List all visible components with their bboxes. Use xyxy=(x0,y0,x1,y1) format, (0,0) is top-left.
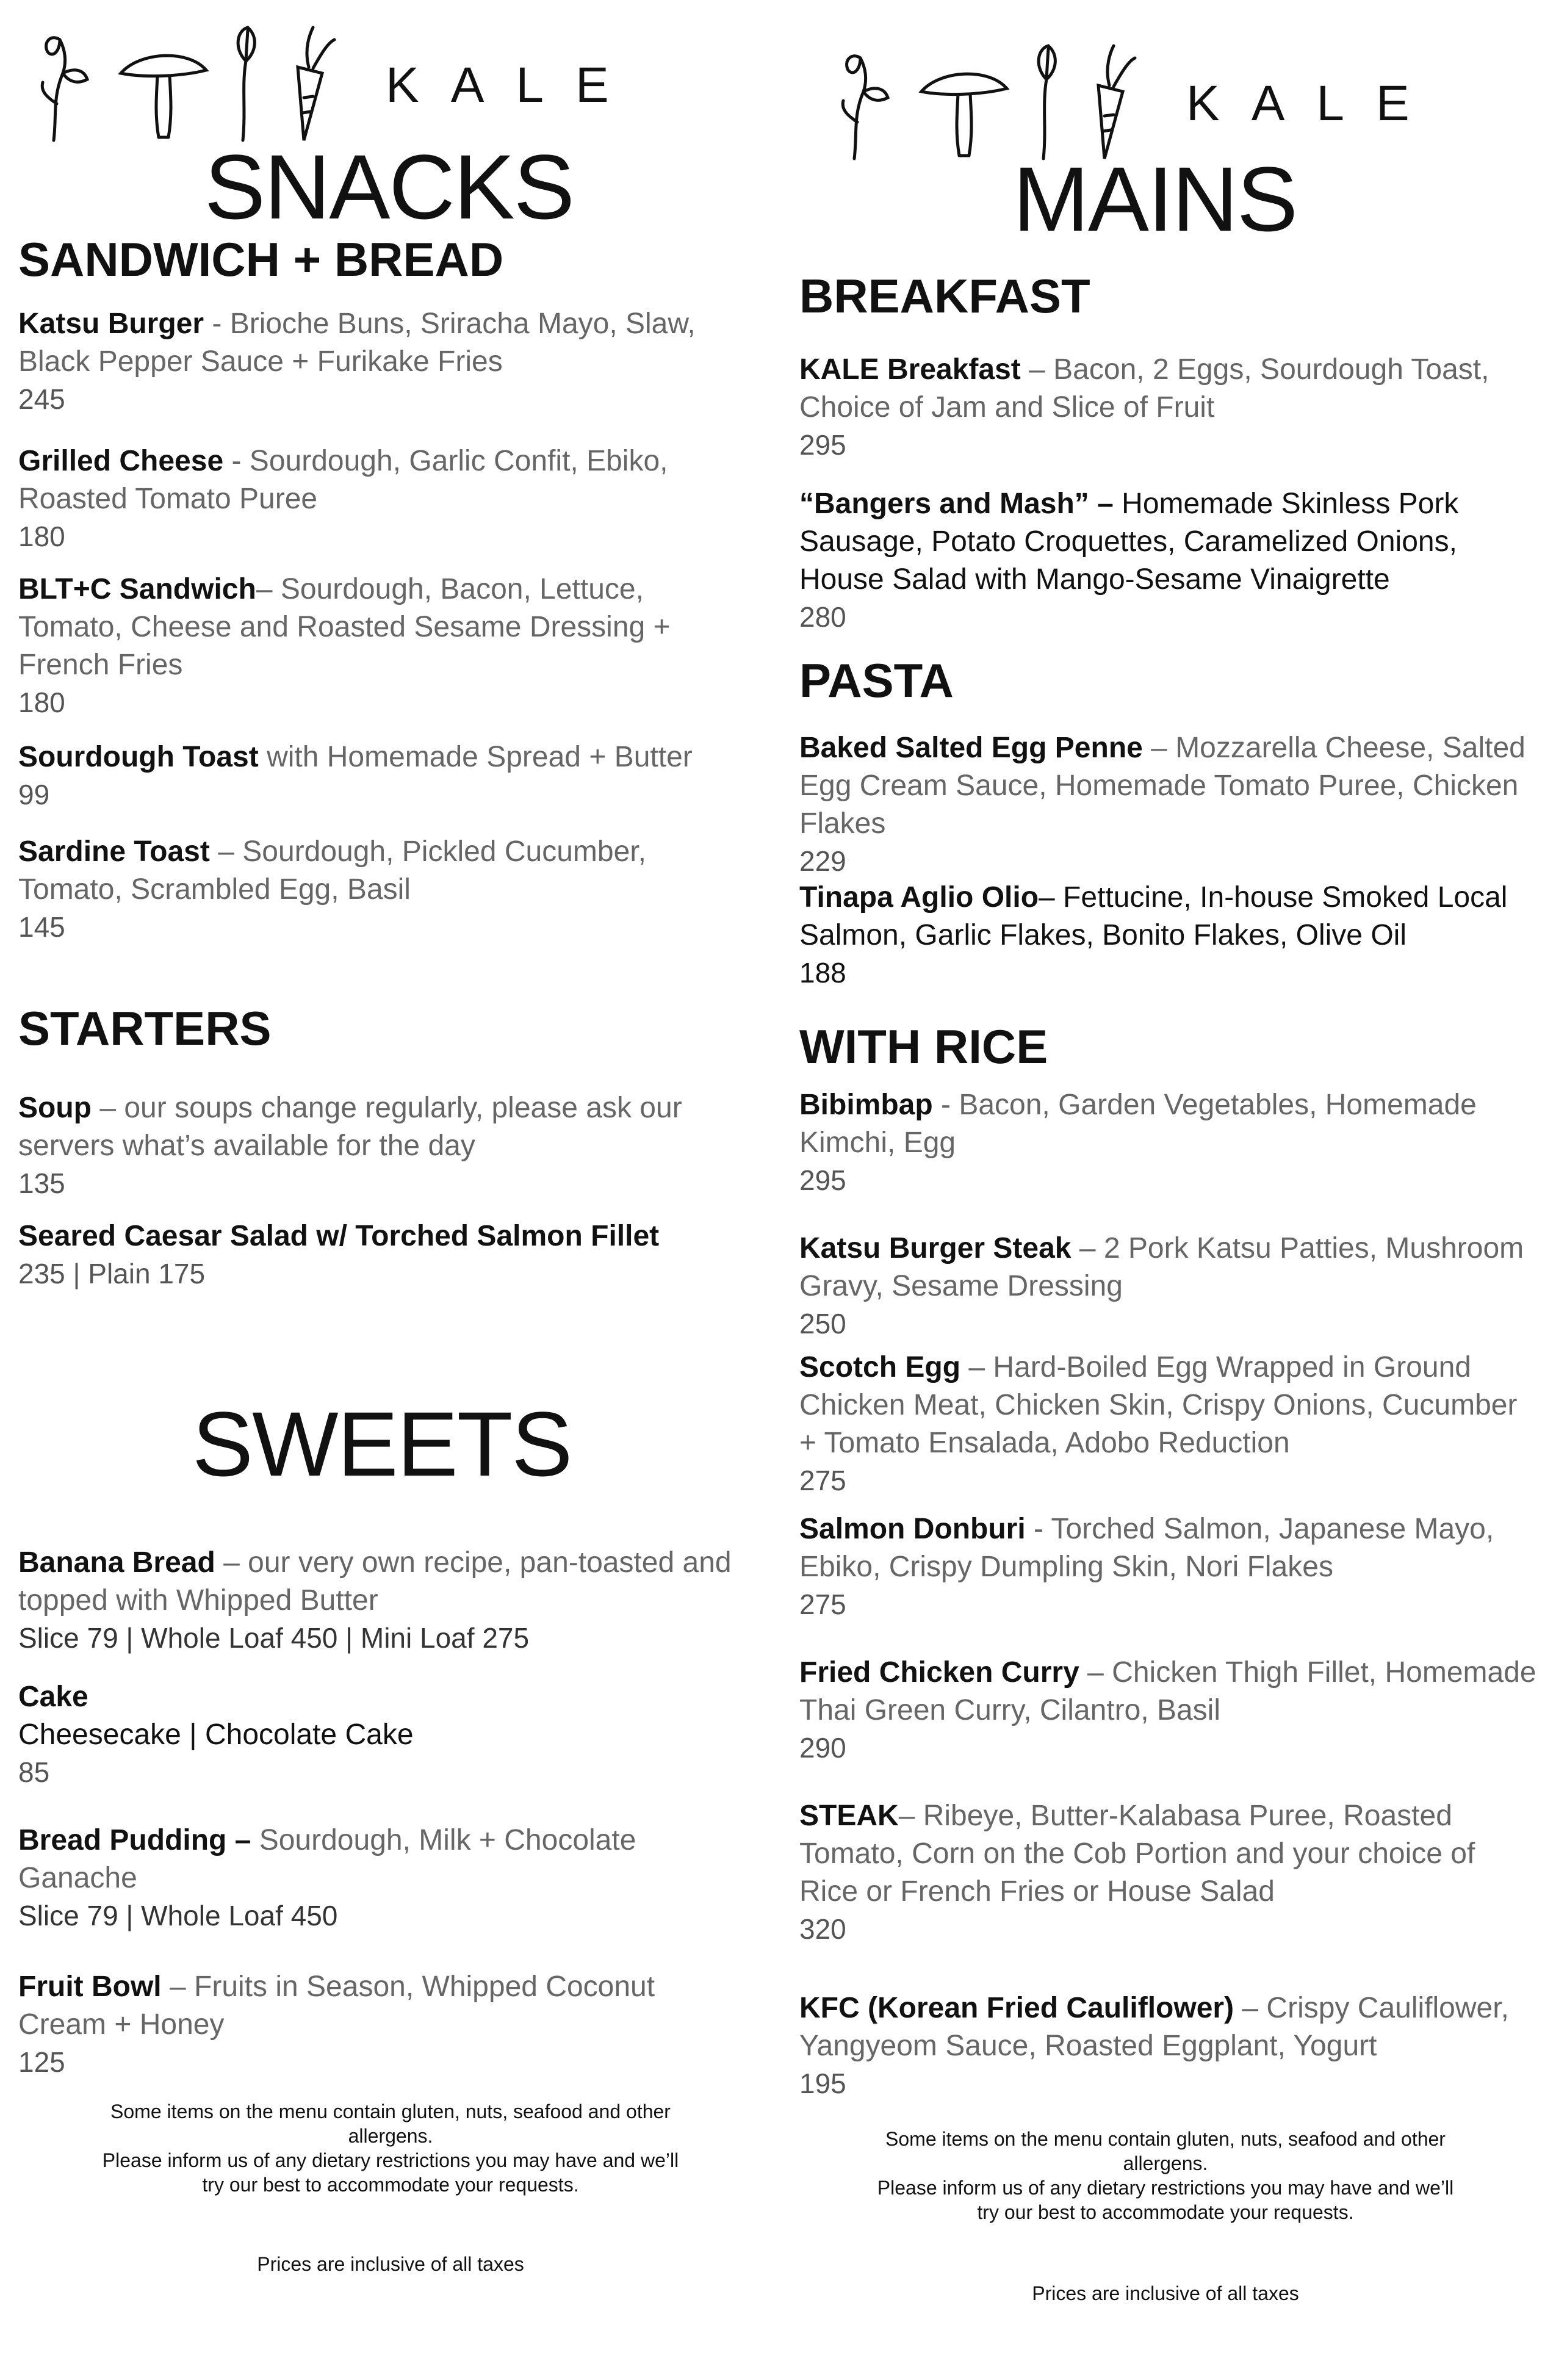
item-description: – Sourdough, Bacon, Lettuce, Tomato, Cheese and Roasted Sesame Dressing + French Fries xyxy=(18,573,671,681)
menu-item xyxy=(18,1089,751,1202)
item-price: 275 xyxy=(799,1588,846,1620)
item-price: 320 xyxy=(799,1913,846,1945)
item-description: – Hard-Boiled Egg Wrapped in Ground Chicken Meat, Chicken Skin, Crispy Onions, Cucumber + Tomato Ensalada, Adobo Reduction xyxy=(799,1351,1518,1459)
brand-name: KALE xyxy=(386,57,641,113)
menu-item xyxy=(799,1349,1538,1499)
sweets-title: SWEETS xyxy=(192,1393,572,1495)
menu-item xyxy=(799,729,1538,879)
item-name: Katsu Burger xyxy=(18,308,204,340)
menu-item xyxy=(799,1230,1538,1342)
item-name: Sourdough Toast xyxy=(18,741,259,773)
taxes-note: Prices are inclusive of all taxes xyxy=(257,2253,524,2275)
item-name: KFC (Korean Fried Cauliflower) xyxy=(799,1992,1234,2024)
menu-item xyxy=(18,1217,751,1292)
item-description: Homemade Skinless Pork Sausage, Potato Croquettes, Caramelized Onions, House Salad with Mango-Sesame Vinaigrette xyxy=(799,488,1459,596)
item-price: 245 xyxy=(18,383,65,415)
item-name: BLT+C Sandwich xyxy=(18,573,256,605)
item-name: Banana Bread xyxy=(18,1546,215,1579)
item-name: Salmon Donburi xyxy=(799,1513,1026,1545)
item-price: Slice 79 | Whole Loaf 450 | Mini Loaf 275 xyxy=(18,1622,530,1654)
snacks-title: SNACKS xyxy=(204,135,574,238)
item-name: STEAK xyxy=(799,1800,899,1832)
allergen-note-line: Some items on the menu contain gluten, nuts, seafood and other allergens. xyxy=(110,2101,671,2147)
item-name: “Bangers and Mash” – xyxy=(799,488,1114,520)
menu-item xyxy=(18,571,751,721)
item-description: - Torched Salmon, Japanese Mayo, Ebiko, Crispy Dumpling Skin, Nori Flakes xyxy=(799,1513,1494,1583)
item-description: – Fettucine, In-house Smoked Local Salmon, Garlic Flakes, Bonito Flakes, Olive Oil xyxy=(799,881,1508,951)
item-name: Katsu Burger Steak xyxy=(799,1232,1072,1264)
menu-item xyxy=(18,1678,751,1790)
item-price: 85 xyxy=(18,1756,50,1788)
item-price: 280 xyxy=(799,601,846,633)
menu-item xyxy=(18,738,751,813)
item-price: 250 xyxy=(799,1308,846,1340)
sprout-icon xyxy=(843,56,888,159)
taxes-note: Prices are inclusive of all taxes xyxy=(1032,2282,1299,2304)
item-name: Bibimbap xyxy=(799,1089,933,1121)
item-price: Slice 79 | Whole Loaf 450 xyxy=(18,1900,338,1931)
menu-item xyxy=(799,1797,1538,1947)
allergen-note xyxy=(98,2099,683,2197)
item-price: 290 xyxy=(799,1732,846,1764)
item-name: Baked Salted Egg Penne xyxy=(799,732,1143,764)
menu-item xyxy=(799,1510,1538,1623)
mushroom-icon xyxy=(921,74,1007,156)
item-price: 180 xyxy=(18,687,65,718)
menu-item xyxy=(799,351,1538,463)
item-description: – Mozzarella Cheese, Salted Egg Cream Sauce, Homemade Tomato Puree, Chicken Flakes xyxy=(799,732,1525,840)
mushroom-icon xyxy=(121,56,206,137)
item-description: – Chicken Thigh Fillet, Homemade Thai Green Curry, Cilantro, Basil xyxy=(799,1656,1536,1726)
sandwich-section-heading: SANDWICH + BREAD xyxy=(18,233,504,286)
logo xyxy=(29,24,641,146)
item-name: Seared Caesar Salad w/ Torched Salmon Fillet xyxy=(18,1220,660,1252)
item-name: Sardine Toast xyxy=(18,835,210,868)
item-price: 235 | Plain 175 xyxy=(18,1258,206,1289)
item-price: 295 xyxy=(799,1164,846,1196)
carrot-icon xyxy=(298,27,334,140)
item-name: Bread Pudding – xyxy=(18,1824,251,1856)
item-price: 295 xyxy=(799,429,846,461)
item-price: 188 xyxy=(799,957,846,989)
item-name: Soup xyxy=(18,1092,92,1124)
item-description: - Bacon, Garden Vegetables, Homemade Kimchi, Egg xyxy=(799,1089,1477,1159)
logo-illustrations xyxy=(29,24,359,146)
carrot-icon xyxy=(1098,46,1135,159)
pasta-section-heading: PASTA xyxy=(799,654,954,707)
item-price: 195 xyxy=(799,2068,846,2099)
item-name: Cake xyxy=(18,1681,88,1713)
item-description: – Bacon, 2 Eggs, Sourdough Toast, Choice of Jam and Slice of Fruit xyxy=(799,353,1489,424)
brand-name: KALE xyxy=(1186,76,1441,131)
item-description: – our very own recipe, pan-toasted and topped with Whipped Butter xyxy=(18,1546,732,1617)
item-name: Scotch Egg xyxy=(799,1351,961,1383)
menu-item xyxy=(799,1989,1538,2102)
item-price: 229 xyxy=(799,845,846,877)
item-price: 145 xyxy=(18,911,65,943)
menu-item xyxy=(799,879,1538,991)
allergen-note-line: Please inform us of any dietary restrictions you may have and we’ll try our best to accommodate your requests. xyxy=(877,2177,1454,2223)
allergen-note-line: Some items on the menu contain gluten, nuts, seafood and other allergens. xyxy=(885,2128,1446,2174)
item-description: – Sourdough, Pickled Cucumber, Tomato, Scrambled Egg, Basil xyxy=(18,835,646,906)
item-price: 275 xyxy=(799,1465,846,1496)
starters-section-heading: STARTERS xyxy=(18,1001,272,1055)
menu-item xyxy=(799,485,1538,635)
item-name: Fruit Bowl xyxy=(18,1971,162,2003)
item-description: – Fruits in Season, Whipped Coconut Cream + Honey xyxy=(18,1971,655,2041)
breakfast-section-heading: BREAKFAST xyxy=(799,269,1090,323)
sprout-icon xyxy=(42,38,87,140)
item-description: – Ribeye, Butter-Kalabasa Puree, Roasted Tomato, Corn on the Cob Portion and your choice of Rice or French Fries or House Salad xyxy=(799,1800,1475,1908)
menu-item xyxy=(18,305,751,417)
item-name: Tinapa Aglio Olio xyxy=(799,881,1039,914)
item-description: – 2 Pork Katsu Patties, Mushroom Gravy, Sesame Dressing xyxy=(799,1232,1524,1302)
menu-item xyxy=(18,1822,751,1934)
item-description: - Brioche Buns, Sriracha Mayo, Slaw, Black Pepper Sauce + Furikake Fries xyxy=(18,308,696,378)
leaf-sprout-icon xyxy=(238,27,254,140)
item-description: – our soups change regularly, please ask our servers what’s available for the day xyxy=(18,1092,682,1162)
item-name: Fried Chicken Curry xyxy=(799,1656,1079,1689)
item-name: Grilled Cheese xyxy=(18,445,224,477)
item-price: 135 xyxy=(18,1167,65,1199)
leaf-sprout-icon xyxy=(1039,46,1055,159)
item-description: – Crispy Cauliflower, Yangyeom Sauce, Roasted Eggplant, Yogurt xyxy=(799,1992,1509,2062)
item-price: 125 xyxy=(18,2046,65,2078)
menu-item xyxy=(799,1654,1538,1766)
menu-item xyxy=(18,833,751,945)
menu-item xyxy=(18,1544,751,1656)
item-price: 180 xyxy=(18,521,65,552)
item-description: Sourdough, Milk + Chocolate Ganache xyxy=(18,1824,636,1894)
menu-item xyxy=(799,1086,1538,1199)
item-description: - Sourdough, Garlic Confit, Ebiko, Roasted Tomato Puree xyxy=(18,445,668,515)
allergen-note-line: Please inform us of any dietary restrictions you may have and we’ll try our best to accommodate your requests. xyxy=(102,2149,679,2196)
menu-item xyxy=(18,1968,751,2080)
allergen-note xyxy=(866,2127,1464,2224)
menu-item xyxy=(18,442,751,555)
with-rice-section-heading: WITH RICE xyxy=(799,1020,1048,1073)
item-name: KALE Breakfast xyxy=(799,353,1021,386)
mains-title: MAINS xyxy=(1013,148,1297,250)
item-description: Cheesecake | Chocolate Cake xyxy=(18,1718,414,1751)
item-description: with Homemade Spread + Butter xyxy=(258,741,693,773)
item-price: 99 xyxy=(18,779,50,810)
